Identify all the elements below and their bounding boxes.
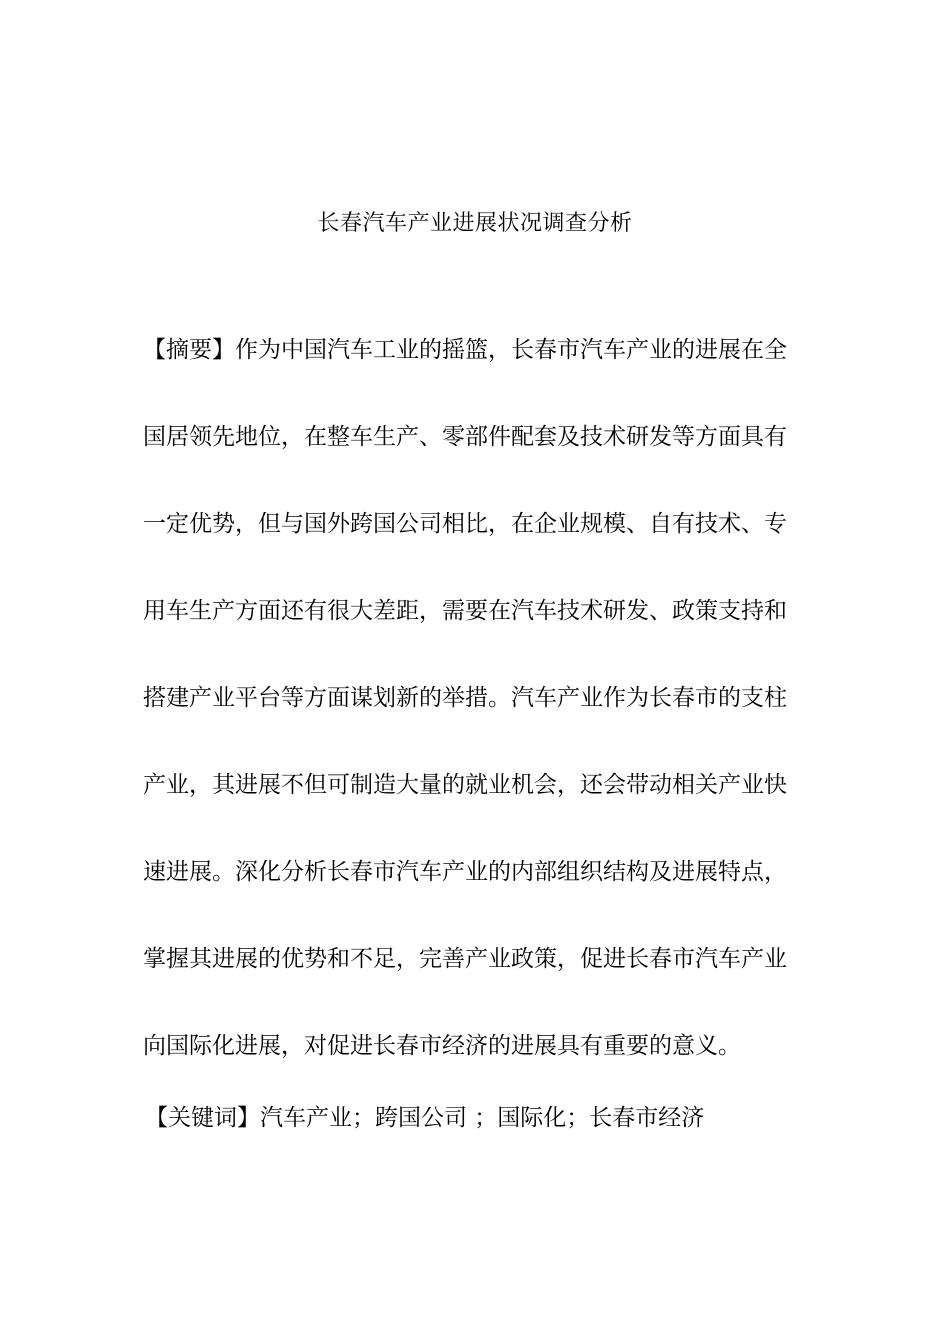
abstract-line: 一定优势，但与国外跨国公司相比，在企业规模、自有技术、专 — [143, 511, 787, 537]
abstract-line: 掌握其进展的优势和不足，完善产业政策，促进长春市汽车产业 — [143, 946, 787, 972]
abstract-line: 搭建产业平台等方面谋划新的举措。汽车产业作为长春市的支柱 — [143, 685, 787, 711]
abstract-line: 用车生产方面还有很大差距，需要在汽车技术研发、政策支持和 — [143, 598, 787, 624]
abstract-paragraph — [143, 330, 807, 1113]
document-title: 长春汽车产业进展状况调查分析 — [317, 211, 633, 236]
abstract-line: 【摘要】作为中国汽车工业的摇篮，长春市汽车产业的进展在全 — [143, 337, 787, 363]
abstract-line: 向国际化进展，对促进长春市经济的进展具有重要的意义。 — [143, 1033, 741, 1059]
abstract-line: 产业，其进展不但可制造大量的就业机会，还会带动相关产业快 — [143, 772, 787, 798]
abstract-line: 速进展。深化分析长春市汽车产业的内部组织结构及进展特点， — [143, 859, 787, 885]
keywords-line: 【关键词】汽车产业；跨国公司 ；国际化；长春市经济 — [145, 1105, 705, 1131]
abstract-line: 国居领先地位，在整车生产、零部件配套及技术研发等方面具有 — [143, 424, 787, 450]
